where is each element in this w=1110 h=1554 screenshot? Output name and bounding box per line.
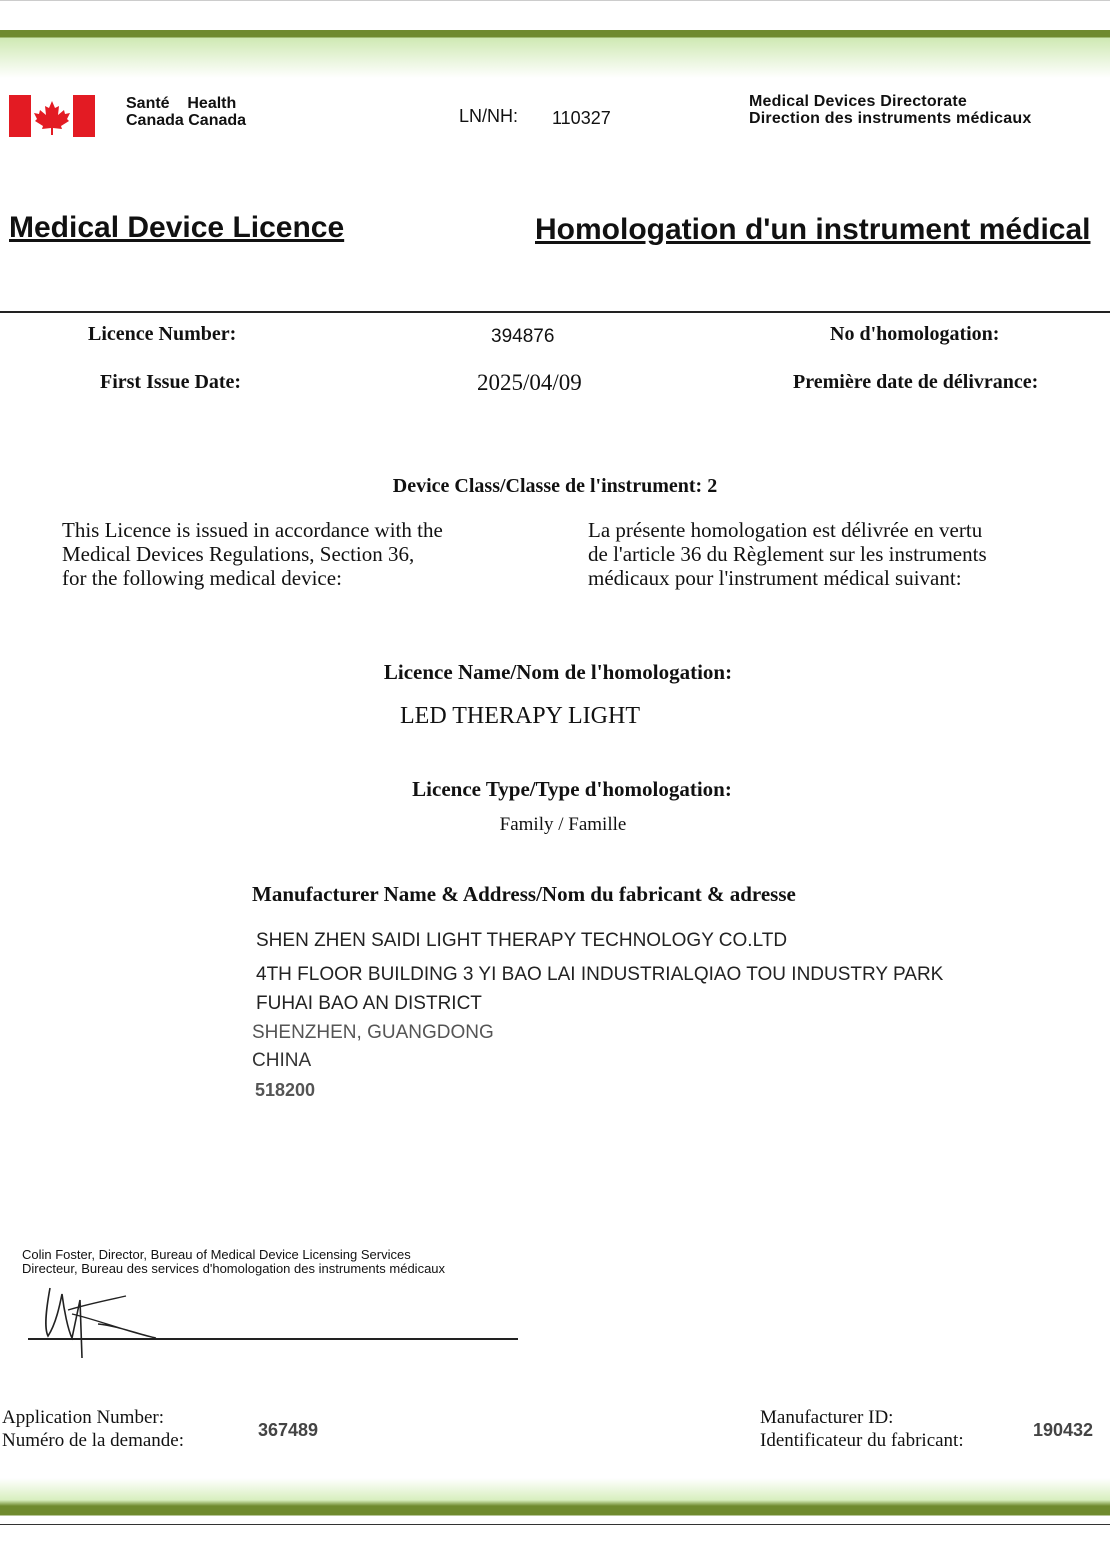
directorate-fr: Direction des instruments médicaux (749, 110, 1032, 127)
manufacturer-id-value: 190432 (1033, 1420, 1094, 1440)
manufacturer-address-line: 4TH FLOOR BUILDING 3 YI BAO LAI INDUSTRIALQIAO TOU INDUSTRY PARK (256, 964, 944, 985)
licence-type-value: Family / Famille (499, 814, 627, 835)
sante-text: Santé (126, 95, 170, 112)
statement-fr-line: La présente homologation est délivrée en vertu (588, 518, 983, 542)
top-green-band (0, 30, 1110, 78)
statement-fr (588, 518, 987, 590)
application-number-label-en: Application Number: (2, 1407, 164, 1428)
statement-en-line: This Licence is issued in accordance with the (62, 518, 443, 542)
statement-fr-line: de l'article 36 du Règlement sur les instruments (588, 542, 987, 566)
application-number-value: 367489 (258, 1420, 319, 1440)
first-issue-date-label-en: First Issue Date: (100, 371, 242, 393)
ln-value: 110327 (552, 108, 611, 128)
licence-name-label: Licence Name/Nom de l'homologation: (383, 660, 733, 684)
manufacturer-address-line: FUHAI BAO AN DISTRICT (256, 993, 482, 1014)
manufacturer-city: SHENZHEN, GUANGDONG (252, 1022, 494, 1043)
title-en: Medical Device Licence (9, 211, 345, 244)
canada-flag-icon (9, 95, 95, 137)
manufacturer-id-label-fr: Identificateur du fabricant: (760, 1430, 964, 1451)
bottom-rule (0, 1524, 1110, 1525)
licence-number-value: 394876 (491, 326, 555, 347)
licence-number-label-fr: No d'homologation: (830, 323, 1000, 345)
canada-en-text: Canada (188, 112, 247, 129)
manufacturer-country: CHINA (252, 1050, 312, 1071)
licence-number-label-en: Licence Number: (88, 323, 237, 345)
title-fr: Homologation d'un instrument médical (535, 213, 1091, 246)
manufacturer-label: Manufacturer Name & Address/Nom du fabricant & adresse (252, 882, 796, 906)
application-number-label (2, 1406, 184, 1452)
bottom-green-band (0, 1478, 1110, 1518)
licence-name-value: LED THERAPY LIGHT (400, 703, 640, 729)
statement-en (62, 518, 443, 590)
application-number-label-fr: Numéro de la demande: (2, 1430, 185, 1451)
first-issue-date-label-fr: Première date de délivrance: (793, 371, 1039, 393)
manufacturer-postal-code: 518200 (255, 1080, 316, 1100)
directorate-block (749, 93, 1031, 127)
title-divider (0, 311, 1110, 313)
signature-line (28, 1338, 518, 1340)
licence-type-label: Licence Type/Type d'homologation: (412, 777, 732, 801)
manufacturer-id-label (760, 1406, 964, 1452)
statement-fr-line: médicaux pour l'instrument médical suivant: (588, 566, 962, 590)
signature-image (28, 1280, 168, 1360)
canada-fr-text: Canada (126, 112, 184, 129)
statement-en-line: for the following medical device: (62, 566, 342, 590)
signatory-line-en: Colin Foster, Director, Bureau of Medical Device Licensing Services (22, 1247, 411, 1262)
device-class: Device Class/Classe de l'instrument: 2 (392, 475, 718, 497)
statement-en-line: Medical Devices Regulations, Section 36, (62, 542, 415, 566)
health-canada-wordmark (126, 95, 246, 129)
health-text: Health (187, 95, 237, 112)
first-issue-date-value: 2025/04/09 (477, 370, 582, 395)
directorate-en: Medical Devices Directorate (749, 93, 967, 110)
top-edge-rule (0, 0, 1110, 1)
signatory-block (22, 1248, 445, 1276)
manufacturer-id-label-en: Manufacturer ID: (760, 1407, 894, 1428)
manufacturer-name: SHEN ZHEN SAIDI LIGHT THERAPY TECHNOLOGY CO.LTD (256, 930, 788, 951)
signatory-line-fr: Directeur, Bureau des services d'homologation des instruments médicaux (22, 1261, 446, 1276)
ln-label: LN/NH: (459, 106, 519, 126)
